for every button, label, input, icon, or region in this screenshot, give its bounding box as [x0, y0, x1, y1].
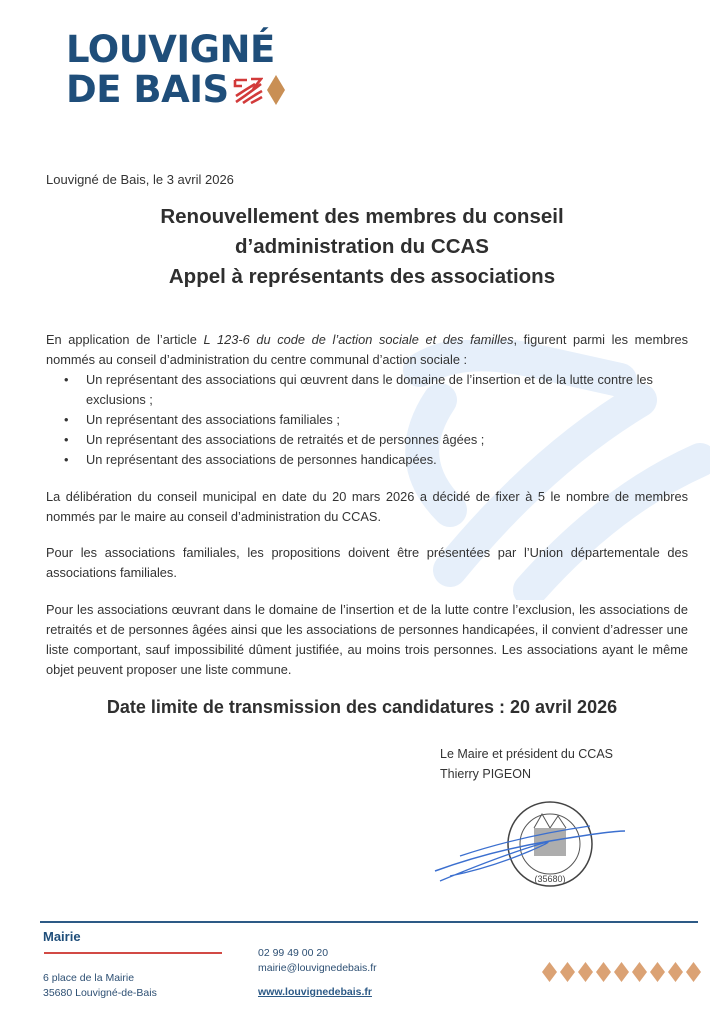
title-line-3: Appel à représentants des associations [168, 265, 556, 288]
footer-diamond-row [542, 962, 701, 982]
official-stamp-icon [430, 796, 630, 896]
address-line-1: 6 place de la Mairie [43, 972, 135, 984]
intro-text-end: , figurent parmi les membres nommés au conseil d’administration du centre communal d’action sociale : [46, 332, 688, 367]
footer-title: Mairie [43, 929, 81, 944]
deliberation-paragraph: La délibération du conseil municipal en date du 20 mars 2026 a décidé de fixer à 5 le nombre de membres nommés par le maire au conseil d’administration du CCAS. [46, 489, 688, 524]
address-line-2: 35680 Louvigné-de-Bais [43, 987, 157, 999]
logo-text-line1: LOUVIGNÉ [66, 28, 275, 71]
footer-contact [258, 946, 377, 976]
deadline-heading: Date limite de transmission des candidatures : 20 avril 2026 [106, 697, 618, 717]
diamond-icon [542, 962, 557, 982]
signature-block [440, 744, 613, 784]
submission-paragraph: Pour les associations œuvrant dans le domaine de l’insertion et de la lutte contre l’exclusion, les associations de retraités et de personnes âgées ainsi que les associations de personnes handicapées, il convient d’adresser une liste comportant, sauf impossibilité dûment justifiée, au moins trois personnes. Les associations ayant le même objet peuvent proposer une liste commune. [46, 602, 688, 677]
letter-title [60, 202, 664, 292]
intro-text-start: En application de l’article [46, 332, 204, 347]
diamond-icon [650, 962, 665, 982]
logo-red-pattern-icon [233, 76, 263, 104]
logo-gold-diamond-icon [267, 75, 285, 105]
diamond-icon [668, 962, 683, 982]
list-item: • Un représentant des associations de retraités et de personnes âgées ; [46, 430, 688, 450]
diamond-icon [632, 962, 647, 982]
list-item: • Un représentant des associations de personnes handicapées. [46, 450, 688, 470]
website-link[interactable]: www.louvignedebais.fr [258, 986, 372, 998]
stamp-postcode: (35680) [534, 874, 566, 884]
representatives-list [46, 370, 688, 470]
title-line-1: Renouvellement des membres du conseil [160, 205, 564, 228]
family-associations-paragraph: Pour les associations familiales, les propositions doivent être présentées par l’Union départementale des associations familiales. [46, 545, 688, 580]
signatory-role: Le Maire et président du CCAS [440, 747, 614, 761]
logo-text-line2: DE BAIS [66, 68, 229, 111]
municipality-logo [66, 30, 285, 110]
diamond-icon [560, 962, 575, 982]
diamond-icon [578, 962, 593, 982]
diamond-icon [614, 962, 629, 982]
phone-number: 02 99 49 00 20 [258, 947, 329, 959]
diamond-icon [686, 962, 701, 982]
list-item: • Un représentant des associations qui œuvrent dans le domaine de l’insertion et de la lutte contre les exclusions ; [46, 370, 688, 410]
place-and-date: Louvigné de Bais, le 3 avril 2026 [46, 172, 234, 187]
email-link[interactable]: mairie@louvignedebais.fr [258, 962, 377, 974]
footer-divider [40, 921, 698, 923]
diamond-icon [596, 962, 611, 982]
legal-reference: L 123-6 du code de l’action sociale et des familles [203, 332, 514, 347]
title-line-2: d’administration du CCAS [235, 235, 489, 258]
intro-paragraph [46, 330, 688, 370]
signatory-name: Thierry PIGEON [440, 767, 531, 781]
footer-address [43, 971, 157, 1001]
footer-red-rule [44, 952, 222, 954]
list-item: • Un représentant des associations familiales ; [46, 410, 688, 430]
